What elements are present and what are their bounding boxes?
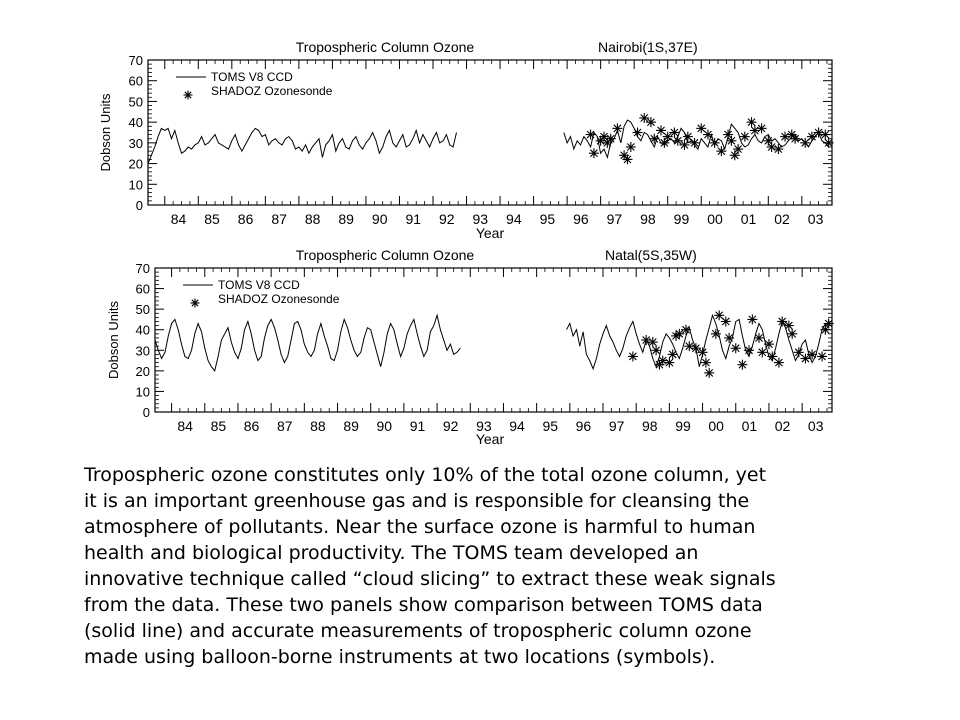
caption-line: health and biological productivity. The TOMS team developed an: [84, 542, 699, 564]
x-tick-label: 02: [774, 211, 790, 227]
x-tick-label: 84: [170, 211, 187, 227]
x-tick-label: 91: [409, 418, 426, 434]
caption-line: innovative technique called “cloud slicing” to extract these weak signals: [84, 568, 776, 590]
caption-line: made using balloon-borne instruments at two locations (symbols).: [84, 646, 716, 668]
x-tick-label: 96: [573, 211, 589, 227]
ozonesonde-point: [733, 144, 743, 154]
caption-line: from the data. These two panels show comparison between TOMS data: [84, 594, 763, 616]
x-tick-label: 03: [807, 418, 824, 434]
y-tick-label: 20: [128, 156, 143, 172]
ozonesonde-point: [691, 343, 701, 353]
ozonesonde-point: [589, 148, 599, 158]
y-tick-label: 0: [142, 405, 150, 420]
ozonesonde-point: [681, 325, 691, 335]
legend-label: SHADOZ Ozonesonde: [211, 84, 333, 98]
chart-location-label: Natal(5S,35W): [605, 247, 697, 263]
ozonesonde-point: [780, 132, 790, 142]
x-axis-label: Year: [475, 431, 505, 447]
ozonesonde-point: [633, 128, 643, 138]
ozonesonde-point: [787, 329, 797, 339]
ozonesonde-point: [673, 136, 683, 146]
y-tick-label: 0: [135, 198, 143, 213]
x-tick-label: 94: [506, 211, 522, 227]
x-tick-label: 92: [438, 211, 455, 227]
x-tick-label: 99: [675, 418, 691, 434]
ozonesonde-point: [641, 335, 651, 345]
ozonesonde-point: [703, 130, 713, 140]
ozonesonde-point: [757, 347, 767, 357]
ozonesonde-point: [737, 360, 747, 370]
ozonesonde-point: [724, 333, 734, 343]
x-axis-label: Year: [475, 225, 505, 241]
ozonesonde-point: [639, 113, 649, 123]
ozonesonde-point: [668, 349, 678, 359]
y-axis-label: Dobson Units: [106, 300, 121, 380]
ozonesonde-point: [674, 329, 684, 339]
legend-label: TOMS V8 CCD: [218, 278, 300, 292]
caption-line: (solid line) and accurate measurements of tropospheric column ozone: [84, 620, 752, 642]
x-tick-label: 95: [542, 418, 559, 434]
x-tick-label: 98: [642, 418, 658, 434]
x-tick-label: 00: [708, 418, 724, 434]
x-tick-label: 88: [304, 211, 321, 227]
x-tick-label: 96: [575, 418, 592, 434]
x-tick-label: 97: [606, 211, 623, 227]
ozonesonde-point: [800, 354, 810, 364]
caption: [84, 462, 884, 670]
chart-panel-2: [106, 247, 834, 447]
x-tick-label: 90: [376, 418, 393, 434]
x-tick-label: 97: [608, 418, 625, 434]
ozonesonde-point: [807, 349, 817, 359]
ozonesonde-point: [726, 136, 736, 146]
x-tick-label: 98: [640, 211, 656, 227]
ozonesonde-point: [716, 146, 726, 156]
x-tick-label: 86: [243, 418, 260, 434]
x-tick-label: 87: [276, 418, 293, 434]
ozonesonde-point: [701, 358, 711, 368]
x-tick-label: 99: [673, 211, 690, 227]
y-tick-label: 40: [128, 115, 143, 131]
x-tick-label: 01: [740, 211, 757, 227]
x-tick-label: 00: [707, 211, 723, 227]
chart-location-label: Nairobi(1S,37E): [598, 39, 698, 55]
chart-title: Tropospheric Column Ozone: [295, 247, 475, 263]
y-axis-label: Dobson Units: [98, 93, 113, 172]
ozonesonde-point: [711, 329, 721, 339]
x-tick-label: 01: [741, 418, 758, 434]
ozonesonde-point: [824, 138, 834, 148]
ozonesonde-point: [767, 142, 777, 152]
x-tick-label: 02: [774, 418, 791, 434]
ozonesonde-point: [814, 128, 824, 138]
ozonesonde-point: [663, 132, 673, 142]
y-tick-label: 50: [128, 94, 143, 110]
x-tick-label: 88: [310, 418, 326, 434]
ozonesonde-point: [698, 347, 708, 357]
y-tick-label: 60: [128, 73, 143, 89]
ozonesonde-point: [764, 339, 774, 349]
ozonesonde-point: [777, 316, 787, 326]
caption-line: it is an important greenhouse gas and is responsible for cleansing the: [84, 490, 750, 512]
ozonesonde-point: [721, 316, 731, 326]
y-tick-label: 30: [135, 343, 150, 359]
ozonesonde-point: [626, 142, 636, 152]
ozonesonde-point: [622, 154, 632, 164]
ozonesonde-point: [651, 345, 661, 355]
chart-panel-1: [98, 39, 834, 241]
legend-label: TOMS V8 CCD: [211, 70, 293, 84]
x-tick-label: 94: [509, 418, 525, 434]
y-tick-label: 70: [135, 261, 150, 276]
x-tick-label: 84: [177, 418, 193, 434]
ozonesonde-point: [649, 134, 659, 144]
chart-title: Tropospheric Column Ozone: [295, 39, 475, 55]
ozonesonde-point: [658, 356, 668, 366]
ozonesonde-point: [824, 319, 834, 329]
y-tick-label: 70: [128, 53, 143, 68]
legend-label: SHADOZ Ozonesonde: [218, 292, 340, 306]
toms-series-line-segment: [155, 315, 460, 371]
ozonesonde-point: [744, 345, 754, 355]
ozonesonde-point: [774, 358, 784, 368]
x-tick-label: 90: [371, 211, 388, 227]
ozonesonde-point: [790, 134, 800, 144]
ozonesonde-point: [684, 341, 694, 351]
ozonesonde-point: [646, 117, 656, 127]
ozonesonde-point: [606, 134, 616, 144]
legend-asterisk-swatch: [184, 91, 193, 100]
y-tick-label: 60: [135, 281, 150, 297]
x-tick-label: 89: [338, 211, 354, 227]
ozonesonde-point: [757, 123, 767, 133]
y-tick-label: 10: [135, 384, 150, 400]
x-tick-label: 93: [472, 211, 489, 227]
ozonesonde-point: [740, 132, 750, 142]
ozonesonde-point: [586, 130, 596, 140]
x-tick-label: 85: [204, 211, 220, 227]
x-tick-label: 91: [405, 211, 422, 227]
y-tick-label: 50: [135, 302, 150, 318]
caption-line: Tropospheric ozone constitutes only 10% of the total ozone column, yet: [84, 464, 767, 486]
ozonesonde-point: [704, 368, 714, 378]
legend-asterisk-swatch: [191, 299, 200, 308]
ozonesonde-point: [773, 144, 783, 154]
ozonesonde-point: [612, 123, 622, 133]
x-tick-label: 86: [237, 211, 254, 227]
ozonesonde-point: [807, 132, 817, 142]
x-tick-label: 87: [271, 211, 287, 227]
x-tick-label: 03: [807, 211, 824, 227]
x-tick-label: 89: [343, 418, 359, 434]
y-tick-label: 40: [135, 322, 150, 338]
ozonesonde-point: [690, 138, 700, 148]
ozonesonde-point: [747, 314, 757, 324]
ozonesonde-point: [754, 333, 764, 343]
ozonesonde-point: [628, 351, 638, 361]
y-tick-label: 20: [135, 363, 150, 379]
toms-series-line-segment: [148, 128, 457, 163]
x-tick-label: 95: [539, 211, 556, 227]
caption-line: atmosphere of pollutants. Near the surface ozone is harmful to human: [84, 516, 756, 538]
y-tick-label: 30: [128, 135, 143, 151]
y-tick-label: 10: [128, 177, 143, 193]
ozonesonde-point: [710, 138, 720, 148]
x-tick-label: 85: [210, 418, 227, 434]
ozonesonde-point: [817, 351, 827, 361]
ozonesonde-point: [750, 125, 760, 135]
x-tick-label: 93: [476, 418, 492, 434]
x-tick-label: 92: [442, 418, 459, 434]
ozonesonde-point: [731, 343, 741, 353]
